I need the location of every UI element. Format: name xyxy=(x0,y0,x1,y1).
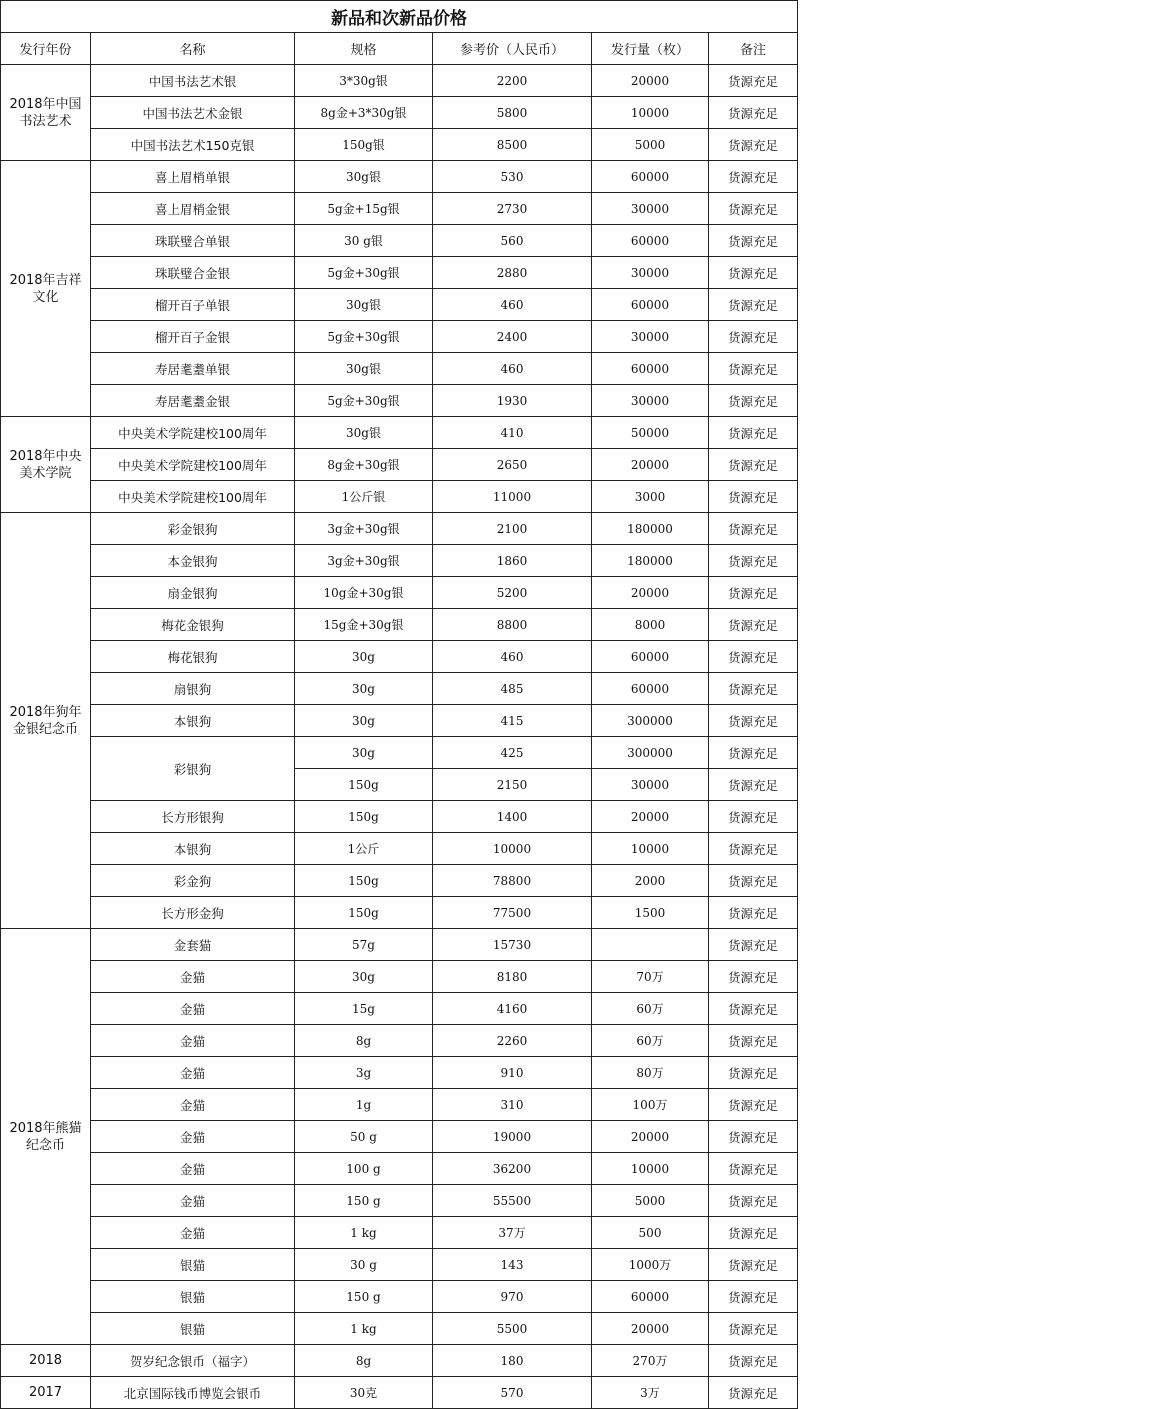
quantity-cell: 500 xyxy=(592,1217,709,1249)
table-row xyxy=(1,1089,798,1121)
spec-cell: 1g xyxy=(295,1089,433,1121)
table-row xyxy=(1,1153,798,1185)
table-row xyxy=(1,1345,798,1377)
item-name-cell: 金套猫 xyxy=(91,929,295,961)
table-row xyxy=(1,641,798,673)
item-name-cell: 扇金银狗 xyxy=(91,577,295,609)
table-row xyxy=(1,673,798,705)
item-name-cell: 榴开百子单银 xyxy=(91,289,295,321)
header-name: 名称 xyxy=(91,33,295,65)
item-name-cell: 喜上眉梢金银 xyxy=(91,193,295,225)
spec-cell: 30 g xyxy=(295,1249,433,1281)
quantity-cell: 20000 xyxy=(592,1121,709,1153)
quantity-cell: 20000 xyxy=(592,1313,709,1345)
quantity-cell: 60000 xyxy=(592,225,709,257)
note-cell: 货源充足 xyxy=(709,257,798,289)
note-cell: 货源充足 xyxy=(709,1025,798,1057)
table-row xyxy=(1,897,798,929)
quantity-cell: 10000 xyxy=(592,97,709,129)
price-cell: 1930 xyxy=(433,385,592,417)
quantity-cell: 80万 xyxy=(592,1057,709,1089)
item-name-cell: 本金银狗 xyxy=(91,545,295,577)
spec-cell: 150 g xyxy=(295,1185,433,1217)
quantity-cell: 20000 xyxy=(592,449,709,481)
spec-cell: 5g金+15g银 xyxy=(295,193,433,225)
spec-cell: 30克 xyxy=(295,1377,433,1409)
quantity-cell: 60万 xyxy=(592,993,709,1025)
note-cell: 货源充足 xyxy=(709,1089,798,1121)
table-row xyxy=(1,577,798,609)
note-cell: 货源充足 xyxy=(709,129,798,161)
item-name-cell: 珠联璧合单银 xyxy=(91,225,295,257)
quantity-cell: 20000 xyxy=(592,65,709,97)
table-row xyxy=(1,1377,798,1409)
spec-cell: 150g xyxy=(295,769,433,801)
spec-cell: 1公斤银 xyxy=(295,481,433,513)
item-name-cell: 金猫 xyxy=(91,1025,295,1057)
price-cell: 2400 xyxy=(433,321,592,353)
quantity-cell: 20000 xyxy=(592,801,709,833)
spec-cell: 30g xyxy=(295,673,433,705)
spec-cell: 5g金+30g银 xyxy=(295,385,433,417)
note-cell: 货源充足 xyxy=(709,481,798,513)
price-cell: 460 xyxy=(433,289,592,321)
note-cell: 货源充足 xyxy=(709,65,798,97)
note-cell: 货源充足 xyxy=(709,1345,798,1377)
note-cell: 货源充足 xyxy=(709,545,798,577)
note-cell: 货源充足 xyxy=(709,353,798,385)
price-cell: 4160 xyxy=(433,993,592,1025)
table-row xyxy=(1,1217,798,1249)
table-row xyxy=(1,513,798,545)
year-cell: 2018年狗年金银纪念币 xyxy=(1,513,91,929)
note-cell: 货源充足 xyxy=(709,321,798,353)
spec-cell: 30g xyxy=(295,737,433,769)
item-name-cell: 彩金银狗 xyxy=(91,513,295,545)
price-cell: 460 xyxy=(433,353,592,385)
item-name-cell: 金猫 xyxy=(91,993,295,1025)
item-name-cell: 银猫 xyxy=(91,1281,295,1313)
note-cell: 货源充足 xyxy=(709,961,798,993)
year-cell: 2018年吉祥文化 xyxy=(1,161,91,417)
table-row xyxy=(1,545,798,577)
spec-cell: 5g金+30g银 xyxy=(295,321,433,353)
quantity-cell: 30000 xyxy=(592,193,709,225)
price-cell: 910 xyxy=(433,1057,592,1089)
year-cell: 2018年熊猫纪念币 xyxy=(1,929,91,1345)
note-cell: 货源充足 xyxy=(709,1313,798,1345)
note-cell: 货源充足 xyxy=(709,1217,798,1249)
table-row xyxy=(1,1281,798,1313)
quantity-cell: 180000 xyxy=(592,513,709,545)
note-cell: 货源充足 xyxy=(709,1249,798,1281)
table-title: 新品和次新品价格 xyxy=(1,1,798,33)
note-cell: 货源充足 xyxy=(709,929,798,961)
spec-cell: 3g金+30g银 xyxy=(295,513,433,545)
header-note: 备注 xyxy=(709,33,798,65)
year-cell: 2018 xyxy=(1,1345,91,1377)
spec-cell: 150g xyxy=(295,801,433,833)
spec-cell: 10g金+30g银 xyxy=(295,577,433,609)
note-cell: 货源充足 xyxy=(709,161,798,193)
note-cell: 货源充足 xyxy=(709,897,798,929)
quantity-cell: 10000 xyxy=(592,833,709,865)
price-cell: 560 xyxy=(433,225,592,257)
spec-cell: 30g银 xyxy=(295,289,433,321)
table-row xyxy=(1,1121,798,1153)
year-cell: 2017 xyxy=(1,1377,91,1409)
price-cell: 36200 xyxy=(433,1153,592,1185)
quantity-cell: 60万 xyxy=(592,1025,709,1057)
price-cell: 2100 xyxy=(433,513,592,545)
note-cell: 货源充足 xyxy=(709,993,798,1025)
spec-cell: 1 kg xyxy=(295,1217,433,1249)
item-name-cell: 金猫 xyxy=(91,1185,295,1217)
quantity-cell: 1000万 xyxy=(592,1249,709,1281)
price-cell: 530 xyxy=(433,161,592,193)
spec-cell: 30 g银 xyxy=(295,225,433,257)
item-name-cell: 金猫 xyxy=(91,1089,295,1121)
quantity-cell: 30000 xyxy=(592,769,709,801)
quantity-cell: 8000 xyxy=(592,609,709,641)
item-name-cell: 金猫 xyxy=(91,961,295,993)
table-row xyxy=(1,1025,798,1057)
price-cell: 8500 xyxy=(433,129,592,161)
note-cell: 货源充足 xyxy=(709,769,798,801)
quantity-cell: 100万 xyxy=(592,1089,709,1121)
spec-cell: 100 g xyxy=(295,1153,433,1185)
item-name-cell: 本银狗 xyxy=(91,705,295,737)
item-name-cell: 中国书法艺术150克银 xyxy=(91,129,295,161)
quantity-cell: 2000 xyxy=(592,865,709,897)
price-cell: 460 xyxy=(433,641,592,673)
quantity-cell: 70万 xyxy=(592,961,709,993)
spec-cell: 3g金+30g银 xyxy=(295,545,433,577)
table-row xyxy=(1,417,798,449)
item-name-cell: 贺岁纪念银币（福字） xyxy=(91,1345,295,1377)
item-name-cell: 金猫 xyxy=(91,1153,295,1185)
spec-cell: 30g xyxy=(295,961,433,993)
table-row xyxy=(1,801,798,833)
quantity-cell: 300000 xyxy=(592,737,709,769)
header-year: 发行年份 xyxy=(1,33,91,65)
note-cell: 货源充足 xyxy=(709,449,798,481)
price-cell: 19000 xyxy=(433,1121,592,1153)
header-price: 参考价（人民币） xyxy=(433,33,592,65)
price-cell: 2200 xyxy=(433,65,592,97)
quantity-cell: 60000 xyxy=(592,161,709,193)
item-name-cell: 寿居耄耋单银 xyxy=(91,353,295,385)
price-cell: 310 xyxy=(433,1089,592,1121)
table-row xyxy=(1,993,798,1025)
price-cell: 2880 xyxy=(433,257,592,289)
table-row xyxy=(1,97,798,129)
table-body xyxy=(1,65,798,1409)
header-spec: 规格 xyxy=(295,33,433,65)
table-row xyxy=(1,321,798,353)
price-cell: 1400 xyxy=(433,801,592,833)
note-cell: 货源充足 xyxy=(709,865,798,897)
item-name-cell: 银猫 xyxy=(91,1249,295,1281)
quantity-cell: 180000 xyxy=(592,545,709,577)
header-row xyxy=(1,33,798,65)
quantity-cell: 60000 xyxy=(592,1281,709,1313)
note-cell: 货源充足 xyxy=(709,737,798,769)
item-name-cell: 长方形银狗 xyxy=(91,801,295,833)
price-cell: 8800 xyxy=(433,609,592,641)
item-name-cell: 梅花银狗 xyxy=(91,641,295,673)
quantity-cell: 50000 xyxy=(592,417,709,449)
note-cell: 货源充足 xyxy=(709,513,798,545)
price-cell: 10000 xyxy=(433,833,592,865)
quantity-cell: 1500 xyxy=(592,897,709,929)
price-cell: 78800 xyxy=(433,865,592,897)
item-name-cell: 本银狗 xyxy=(91,833,295,865)
year-cell: 2018年中国书法艺术 xyxy=(1,65,91,161)
quantity-cell: 5000 xyxy=(592,1185,709,1217)
price-cell: 970 xyxy=(433,1281,592,1313)
note-cell: 货源充足 xyxy=(709,193,798,225)
spec-cell: 8g金+30g银 xyxy=(295,449,433,481)
note-cell: 货源充足 xyxy=(709,289,798,321)
price-cell: 2650 xyxy=(433,449,592,481)
note-cell: 货源充足 xyxy=(709,641,798,673)
table-row xyxy=(1,833,798,865)
price-cell: 55500 xyxy=(433,1185,592,1217)
price-cell: 425 xyxy=(433,737,592,769)
quantity-cell: 60000 xyxy=(592,641,709,673)
spec-cell: 50 g xyxy=(295,1121,433,1153)
item-name-cell: 银猫 xyxy=(91,1313,295,1345)
note-cell: 货源充足 xyxy=(709,705,798,737)
table-row xyxy=(1,1057,798,1089)
note-cell: 货源充足 xyxy=(709,1121,798,1153)
spec-cell: 30g xyxy=(295,705,433,737)
spec-cell: 30g xyxy=(295,641,433,673)
note-cell: 货源充足 xyxy=(709,577,798,609)
price-cell: 180 xyxy=(433,1345,592,1377)
table-row xyxy=(1,385,798,417)
price-cell: 2730 xyxy=(433,193,592,225)
price-cell: 11000 xyxy=(433,481,592,513)
price-cell: 415 xyxy=(433,705,592,737)
spec-cell: 30g银 xyxy=(295,161,433,193)
item-name-cell: 金猫 xyxy=(91,1121,295,1153)
spec-cell: 8g xyxy=(295,1025,433,1057)
quantity-cell xyxy=(592,929,709,961)
price-cell: 8180 xyxy=(433,961,592,993)
table-row xyxy=(1,353,798,385)
note-cell: 货源充足 xyxy=(709,1281,798,1313)
spec-cell: 150g xyxy=(295,865,433,897)
note-cell: 货源充足 xyxy=(709,417,798,449)
table-row xyxy=(1,193,798,225)
price-cell: 37万 xyxy=(433,1217,592,1249)
price-cell: 15730 xyxy=(433,929,592,961)
table-row xyxy=(1,1185,798,1217)
note-cell: 货源充足 xyxy=(709,225,798,257)
spec-cell: 30g银 xyxy=(295,353,433,385)
quantity-cell: 30000 xyxy=(592,257,709,289)
year-cell: 2018年中央美术学院 xyxy=(1,417,91,513)
table-row xyxy=(1,1249,798,1281)
quantity-cell: 30000 xyxy=(592,321,709,353)
table-row xyxy=(1,449,798,481)
item-name-cell: 喜上眉梢单银 xyxy=(91,161,295,193)
note-cell: 货源充足 xyxy=(709,833,798,865)
table-row xyxy=(1,225,798,257)
table-row xyxy=(1,129,798,161)
price-cell: 485 xyxy=(433,673,592,705)
item-name-cell: 金猫 xyxy=(91,1057,295,1089)
quantity-cell: 60000 xyxy=(592,353,709,385)
price-cell: 143 xyxy=(433,1249,592,1281)
item-name-cell: 北京国际钱币博览会银币 xyxy=(91,1377,295,1409)
note-cell: 货源充足 xyxy=(709,1185,798,1217)
table-row xyxy=(1,929,798,961)
table-row xyxy=(1,161,798,193)
note-cell: 货源充足 xyxy=(709,673,798,705)
price-cell: 77500 xyxy=(433,897,592,929)
price-cell: 2260 xyxy=(433,1025,592,1057)
price-cell: 2150 xyxy=(433,769,592,801)
spec-cell: 5g金+30g银 xyxy=(295,257,433,289)
item-name-cell: 珠联璧合金银 xyxy=(91,257,295,289)
item-name-cell: 长方形金狗 xyxy=(91,897,295,929)
price-cell: 570 xyxy=(433,1377,592,1409)
quantity-cell: 270万 xyxy=(592,1345,709,1377)
price-cell: 1860 xyxy=(433,545,592,577)
table-row xyxy=(1,1313,798,1345)
item-name-cell: 彩金狗 xyxy=(91,865,295,897)
quantity-cell: 5000 xyxy=(592,129,709,161)
note-cell: 货源充足 xyxy=(709,801,798,833)
spec-cell: 150g银 xyxy=(295,129,433,161)
spec-cell: 8g金+3*30g银 xyxy=(295,97,433,129)
table-row xyxy=(1,481,798,513)
spec-cell: 57g xyxy=(295,929,433,961)
table-row xyxy=(1,737,798,769)
quantity-cell: 10000 xyxy=(592,1153,709,1185)
spec-cell: 150g xyxy=(295,897,433,929)
spec-cell: 15g金+30g银 xyxy=(295,609,433,641)
item-name-cell: 寿居耄耋金银 xyxy=(91,385,295,417)
table-row xyxy=(1,961,798,993)
table-row xyxy=(1,289,798,321)
header-quantity: 发行量（枚） xyxy=(592,33,709,65)
item-name-cell: 金猫 xyxy=(91,1217,295,1249)
note-cell: 货源充足 xyxy=(709,609,798,641)
price-cell: 5500 xyxy=(433,1313,592,1345)
quantity-cell: 3000 xyxy=(592,481,709,513)
item-name-cell: 中央美术学院建校100周年 xyxy=(91,449,295,481)
item-name-cell: 榴开百子金银 xyxy=(91,321,295,353)
price-cell: 5800 xyxy=(433,97,592,129)
quantity-cell: 30000 xyxy=(592,385,709,417)
spec-cell: 15g xyxy=(295,993,433,1025)
item-name-cell: 彩银狗 xyxy=(91,737,295,801)
spec-cell: 30g银 xyxy=(295,417,433,449)
quantity-cell: 60000 xyxy=(592,289,709,321)
spec-cell: 1公斤 xyxy=(295,833,433,865)
table-row xyxy=(1,609,798,641)
price-cell: 410 xyxy=(433,417,592,449)
note-cell: 货源充足 xyxy=(709,385,798,417)
table-row xyxy=(1,865,798,897)
note-cell: 货源充足 xyxy=(709,1153,798,1185)
note-cell: 货源充足 xyxy=(709,97,798,129)
table-row xyxy=(1,257,798,289)
item-name-cell: 梅花金银狗 xyxy=(91,609,295,641)
spec-cell: 3g xyxy=(295,1057,433,1089)
table-row xyxy=(1,705,798,737)
quantity-cell: 60000 xyxy=(592,673,709,705)
item-name-cell: 中国书法艺术银 xyxy=(91,65,295,97)
item-name-cell: 中国书法艺术金银 xyxy=(91,97,295,129)
item-name-cell: 扇银狗 xyxy=(91,673,295,705)
spec-cell: 1 kg xyxy=(295,1313,433,1345)
quantity-cell: 300000 xyxy=(592,705,709,737)
price-cell: 5200 xyxy=(433,577,592,609)
note-cell: 货源充足 xyxy=(709,1057,798,1089)
spec-cell: 150 g xyxy=(295,1281,433,1313)
table-row xyxy=(1,65,798,97)
quantity-cell: 20000 xyxy=(592,577,709,609)
item-name-cell: 中央美术学院建校100周年 xyxy=(91,417,295,449)
quantity-cell: 3万 xyxy=(592,1377,709,1409)
item-name-cell: 中央美术学院建校100周年 xyxy=(91,481,295,513)
spec-cell: 8g xyxy=(295,1345,433,1377)
note-cell: 货源充足 xyxy=(709,1377,798,1409)
spec-cell: 3*30g银 xyxy=(295,65,433,97)
